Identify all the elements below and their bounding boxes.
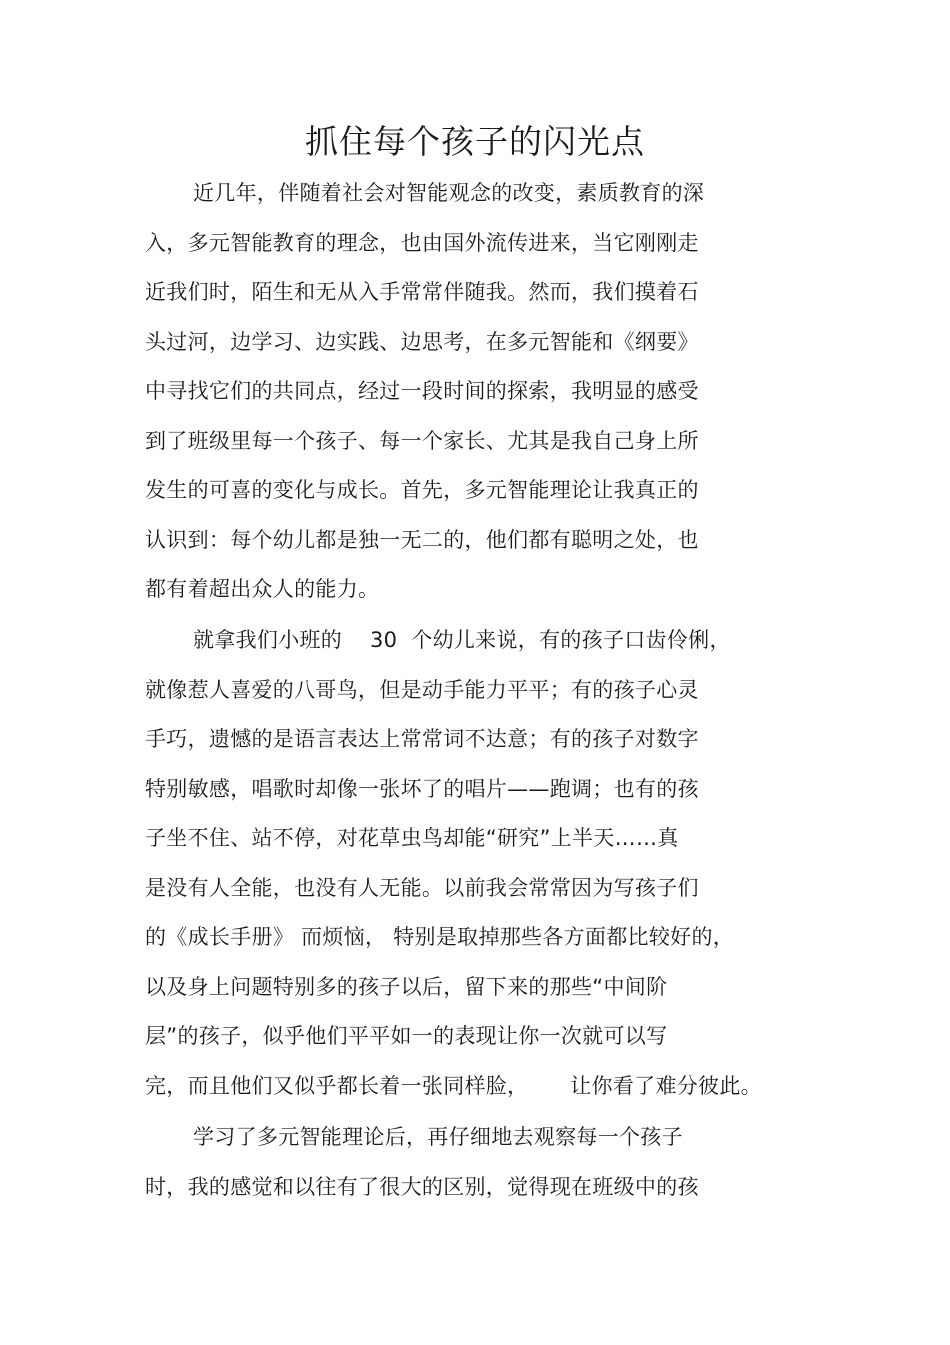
paragraph-line: 子坐不住、站不停，对花草虫鸟却能“研究”上半天……真 — [145, 826, 679, 850]
paragraph-line: 头过河，边学习、边实践、边思考，在多元智能和《纲要》 — [145, 330, 699, 354]
paragraph-line: 都有着超出众人的能力。 — [145, 577, 380, 601]
paragraph-line: 时，我的感觉和以往有了很大的区别，觉得现在班级中的孩 — [145, 1175, 699, 1199]
paragraph-line: 到了班级里每一个孩子、每一个家长、尤其是我自己身上所 — [145, 429, 699, 453]
paragraph-line: 近几年，伴随着社会对智能观念的改变，素质教育的深 — [193, 181, 705, 205]
paragraph-line: 特别敏感，唱歌时却像一张坏了的唱片——跑调；也有的孩 — [145, 777, 699, 801]
paragraph-line: 发生的可喜的变化与成长。首先，多元智能理论让我真正的 — [145, 478, 699, 502]
document-title: 抓住每个孩子的闪光点 — [305, 122, 645, 161]
paragraph-line: 入，多元智能教育的理念，也由国外流传进来，当它刚刚走 — [145, 231, 699, 255]
paragraph-line: 的《成长手册》 而烦恼， 特别是取掉那些各方面都比较好的， — [145, 925, 735, 949]
paragraph-line: 层”的孩子，似乎他们平平如一的表现让你一次就可以写 — [145, 1024, 668, 1048]
paragraph-line: 完，而且他们又似乎都长着一张同样脸， 让你看了难分彼此。 — [145, 1074, 762, 1098]
paragraph-line: 以及身上问题特别多的孩子以后，留下来的那些“中间阶 — [145, 975, 668, 999]
paragraph-line: 近我们时，陌生和无从入手常常伴随我。然而，我们摸着石 — [145, 280, 699, 304]
paragraph-line: 认识到：每个幼儿都是独一无二的，他们都有聪明之处，也 — [145, 528, 699, 552]
paragraph-line: 就像惹人喜爱的八哥鸟，但是动手能力平平；有的孩子心灵 — [145, 678, 699, 702]
paragraph-line: 手巧，遗憾的是语言表达上常常词不达意；有的孩子对数字 — [145, 727, 699, 751]
paragraph-line: 学习了多元智能理论后，再仔细地去观察每一个孩子 — [193, 1125, 683, 1149]
paragraph-line: 是没有人全能，也没有人无能。以前我会常常因为写孩子们 — [145, 876, 699, 900]
paragraph-line: 就拿我们小班的 30 个幼儿来说，有的孩子口齿伶俐， — [193, 628, 731, 652]
paragraph-line: 中寻找它们的共同点，经过一段时间的探索，我明显的感受 — [145, 379, 699, 403]
